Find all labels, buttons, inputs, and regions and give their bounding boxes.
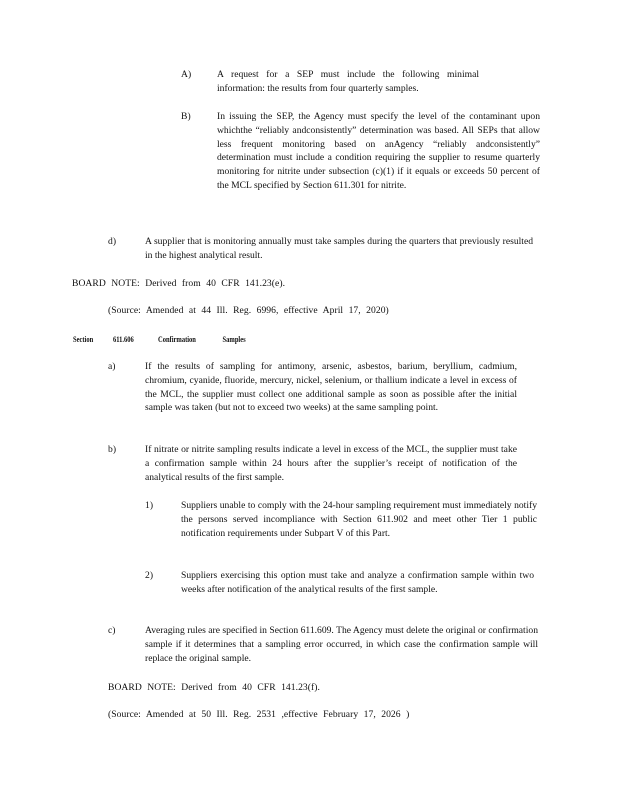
section-label: Section — [73, 335, 94, 345]
section-title: Confirmation Samples — [158, 335, 246, 345]
sec-b-1-text: Suppliers unable to comply with the 24-hour sampling requirement must immediately notify the persons served incompliance with Section 611.902 and meet other Tier 1 public notification requirements under Subpart V of this Part. — [181, 500, 537, 539]
sec-b-1-marker: 1) — [145, 500, 154, 511]
sec-b-2-text: Suppliers exercising this option must take and analyze a confirmation sample within two weeks after notification of the analytical results of the first sample. — [181, 570, 534, 595]
item-B-marker: B) — [181, 111, 191, 122]
board-note-1: BOARD NOTE: Derived from 40 CFR 141.23(e). — [72, 278, 286, 289]
source-note-1: (Source: Amended at 44 Ill. Reg. 6996, effective April 17, 2020) — [108, 305, 389, 316]
item-B-text: In issuing the SEP, the Agency must specify the level of the contaminant upon whichthe “reliably andconsistently” determination was based. All SEPs that allow less frequent monitoring based on anAgency “reliably andconsistently” determination must include a condition requiring the supplier to resume quarterly monitoring for nitrite under subsection (c)(1) if it equals or exceeds 50 percent of the MCL specified by Section 611.301 for nitrite. — [217, 111, 540, 191]
sec-c-text: Averaging rules are specified in Section 611.609. The Agency must delete the original or confirmation sample if it determines that a sampling error occurred, in which case the confirmation sample will replace the original sample. — [145, 625, 538, 664]
sec-a-marker: a) — [108, 361, 116, 372]
sec-c-marker: c) — [108, 625, 116, 636]
sec-b-text: If nitrate or nitrite sampling results indicate a level in excess of the MCL, the supplier must take a confirmation sample within 24 hours after the supplier’s receipt of notification of the analytical results of the first sample. — [145, 444, 517, 483]
sec-b-marker: b) — [108, 444, 117, 455]
item-A-marker: A) — [181, 69, 192, 80]
section-number: 611.606 — [113, 335, 134, 345]
sec-a-text: If the results of sampling for antimony, arsenic, asbestos, barium, beryllium, cadmium, chromium, cyanide, fluoride, mercury, nickel, selenium, or thallium indicate a level in excess of the MCL, the supplier must collect one additional sample as soon as possible after the initial sample was taken (but not to exceed two weeks) at the same sampling point. — [145, 361, 517, 414]
board-note-2: BOARD NOTE: Derived from 40 CFR 141.23(f). — [108, 682, 320, 693]
item-A-text: A request for a SEP must include the following minimal information: the results from four quarterly samples. — [217, 69, 479, 94]
item-d-text: A supplier that is monitoring annually must take samples during the quarters that previously resulted in the highest analytical result. — [145, 236, 533, 261]
source-note-2: (Source: Amended at 50 Ill. Reg. 2531 ,effective February 17, 2026 ) — [108, 709, 410, 720]
sec-b-2-marker: 2) — [145, 570, 154, 581]
item-d-marker: d) — [108, 236, 117, 247]
